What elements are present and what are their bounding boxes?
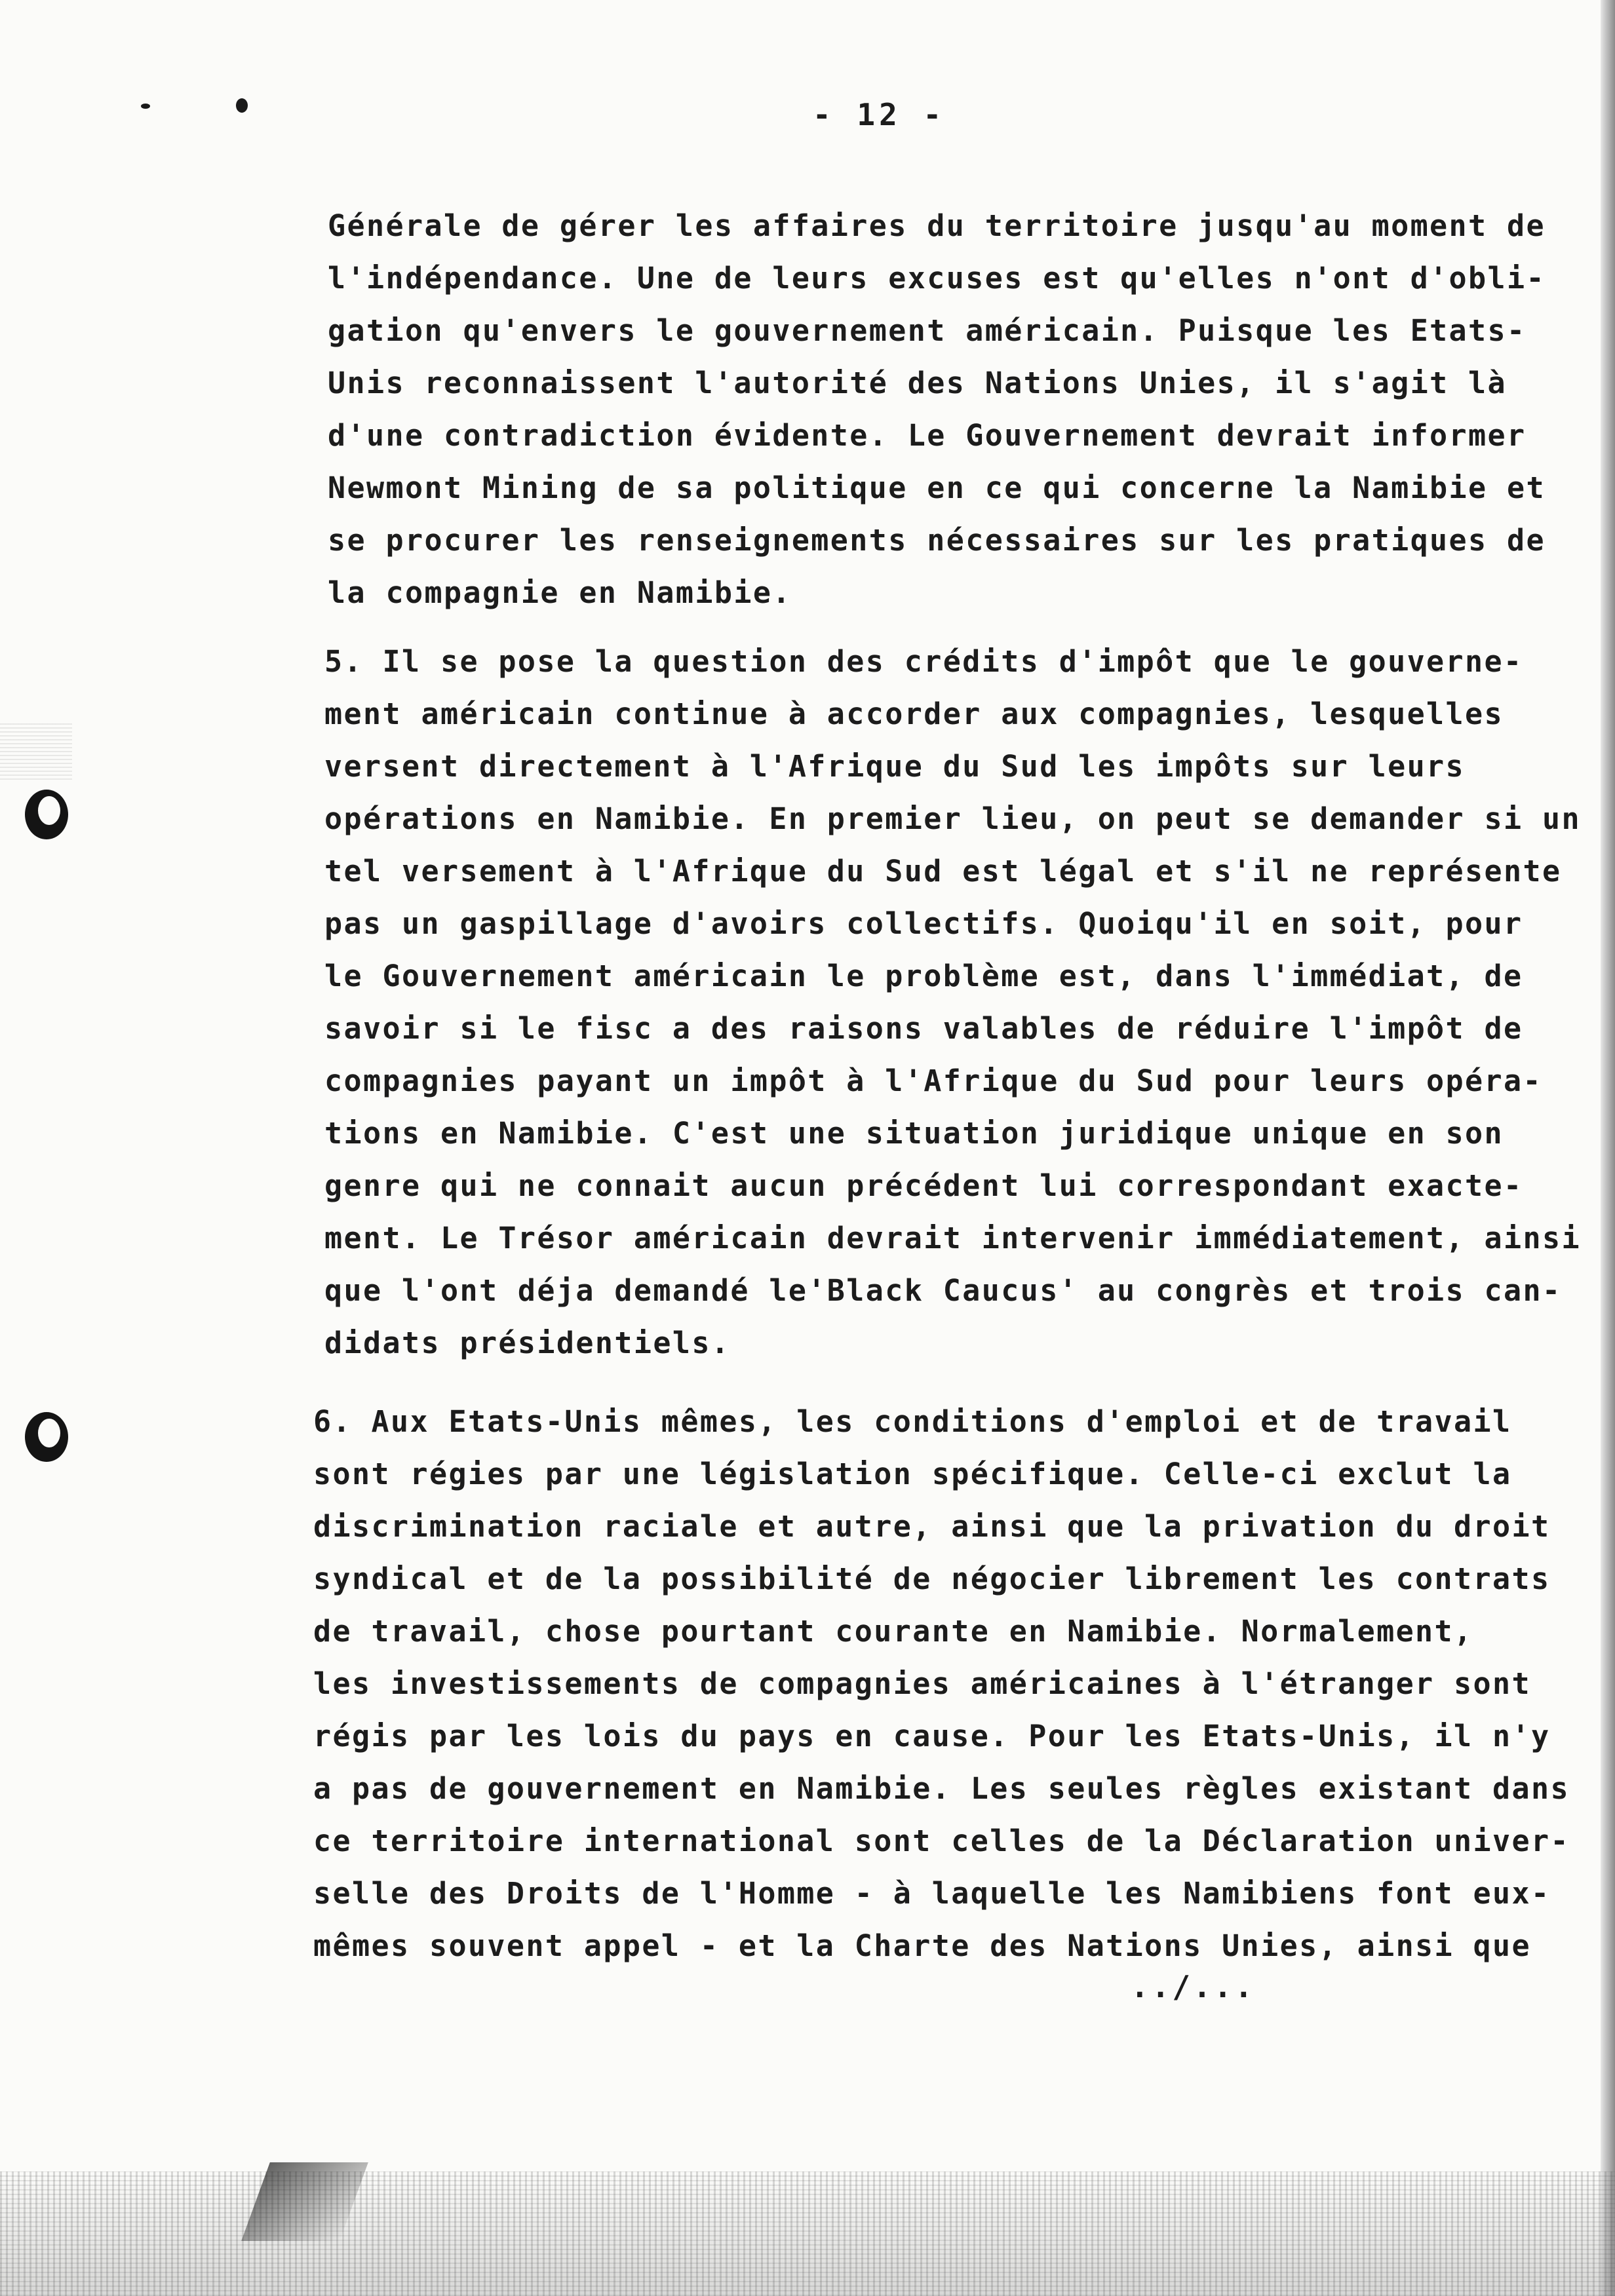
- text-line: versent directement à l'Afrique du Sud les impôts sur leurs: [324, 749, 1466, 784]
- text-line: selle des Droits de l'Homme - à laquelle les Namibiens font eux-: [313, 1876, 1551, 1911]
- paragraph-continuation: [328, 200, 1593, 619]
- punch-hole: [25, 1412, 68, 1462]
- text-line: tions en Namibie. C'est une situation juridique unique en son: [324, 1116, 1504, 1151]
- text-line: ment. Le Trésor américain devrait intervenir immédiatement, ainsi: [324, 1221, 1581, 1255]
- text-line: gation qu'envers le gouvernement américain. Puisque les Etats-: [328, 313, 1527, 348]
- text-line: mêmes souvent appel - et la Charte des Nations Unies, ainsi que: [313, 1928, 1532, 1963]
- text-line: d'une contradiction évidente. Le Gouvernement devrait informer: [328, 418, 1527, 453]
- text-line: pas un gaspillage d'avoirs collectifs. Quoiqu'il en soit, pour: [324, 906, 1523, 941]
- page-number: - 12 -: [813, 97, 946, 132]
- text-line: les investissements de compagnies américaines à l'étranger sont: [313, 1666, 1532, 1701]
- text-line: ce territoire international sont celles de la Déclaration univer-: [313, 1824, 1570, 1858]
- text-line: sont régies par une législation spécifique. Celle-ci exclut la: [313, 1457, 1512, 1491]
- text-line: Unis reconnaissent l'autorité des Nations Unies, il s'agit là: [328, 366, 1508, 400]
- text-line: se procurer les renseignements nécessaires sur les pratiques de: [328, 523, 1546, 558]
- text-line: de travail, chose pourtant courante en Namibie. Normalement,: [313, 1614, 1473, 1649]
- text-line: didats présidentiels.: [324, 1326, 731, 1360]
- paragraph-5: [324, 636, 1589, 1369]
- text-line: 6. Aux Etats-Unis mêmes, les conditions d'emploi et de travail: [313, 1404, 1512, 1439]
- scan-speck: [141, 104, 150, 109]
- text-line: que l'ont déja demandé le'Black Caucus' au congrès et trois can-: [324, 1273, 1562, 1308]
- continuation-marker: ../...: [1131, 1969, 1256, 2004]
- text-line: genre qui ne connait aucun précédent lui correspondant exacte-: [324, 1168, 1523, 1203]
- text-line: 5. Il se pose la question des crédits d'impôt que le gouverne-: [324, 644, 1523, 679]
- text-line: syndical et de la possibilité de négocier librement les contrats: [313, 1561, 1551, 1596]
- paragraph-6: [313, 1396, 1578, 1972]
- scan-noise: [0, 2172, 1615, 2296]
- punch-hole: [25, 790, 68, 839]
- scan-edge: [1601, 0, 1615, 2296]
- scan-speck: [236, 98, 248, 113]
- text-line: ment américain continue à accorder aux compagnies, lesquelles: [324, 697, 1504, 731]
- text-line: tel versement à l'Afrique du Sud est légal et s'il ne représente: [324, 854, 1562, 889]
- text-line: savoir si le fisc a des raisons valables de réduire l'impôt de: [324, 1011, 1523, 1046]
- text-line: Newmont Mining de sa politique en ce qui concerne la Namibie et: [328, 470, 1546, 505]
- text-line: régis par les lois du pays en cause. Pour les Etats-Unis, il n'y: [313, 1719, 1551, 1753]
- scan-noise: [0, 721, 72, 780]
- text-line: le Gouvernement américain le problème est, dans l'immédiat, de: [324, 959, 1523, 993]
- text-line: l'indépendance. Une de leurs excuses est qu'elles n'ont d'obli-: [328, 261, 1546, 296]
- text-line: compagnies payant un impôt à l'Afrique du Sud pour leurs opéra-: [324, 1063, 1543, 1098]
- text-line: opérations en Namibie. En premier lieu, on peut se demander si un: [324, 801, 1581, 836]
- text-line: a pas de gouvernement en Namibie. Les seules règles existant dans: [313, 1771, 1570, 1806]
- text-line: la compagnie en Namibie.: [328, 575, 792, 610]
- text-line: Générale de gérer les affaires du territoire jusqu'au moment de: [328, 208, 1546, 243]
- text-line: discrimination raciale et autre, ainsi que la privation du droit: [313, 1509, 1551, 1544]
